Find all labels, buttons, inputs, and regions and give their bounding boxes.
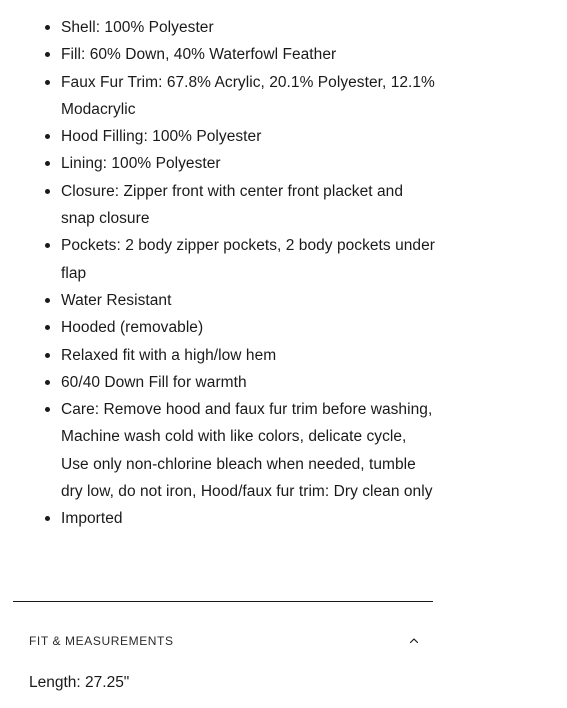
list-item: [61, 178, 440, 233]
list-item-text: Shell: 100% Polyester: [61, 19, 214, 36]
bullet-icon: [45, 134, 50, 139]
list-item-text: Hooded (removable): [61, 319, 204, 337]
list-item: [61, 150, 440, 177]
list-item: [61, 123, 440, 150]
list-item: [61, 287, 440, 314]
bullet-icon: [45, 52, 50, 57]
bullet-icon: [45, 353, 50, 358]
bullet-icon: [45, 380, 50, 385]
list-item: [61, 505, 440, 532]
bullet-icon: [45, 407, 50, 412]
list-item-text: Fill: 60% Down, 40% Waterfowl Feather: [61, 46, 337, 64]
list-item-text: Closure: Zipper front with center front placket and snap closure: [61, 182, 403, 228]
product-details-list: [0, 14, 440, 533]
bullet-icon: [45, 25, 50, 30]
list-item-text: Water Resistant: [61, 291, 172, 309]
list-item-text: Lining: 100% Polyester: [61, 155, 221, 173]
list-item-text: Pockets: 2 body zipper pockets, 2 body pockets under flap: [61, 237, 435, 282]
list-item-text: Imported: [61, 510, 123, 528]
list-item: [61, 41, 440, 68]
list-item-text: Relaxed fit with a high/low hem: [61, 346, 277, 364]
fit-measurements-title: FIT & MEASUREMENTS: [29, 634, 174, 648]
length-measurement: Length: 27.25": [29, 674, 130, 691]
list-item: [61, 232, 440, 287]
bullet-icon: [45, 298, 50, 303]
list-item: [61, 396, 440, 505]
chevron-up-icon[interactable]: [409, 636, 419, 646]
bullet-icon: [45, 516, 50, 521]
bullet-icon: [45, 243, 50, 248]
list-item: [61, 342, 440, 369]
section-divider: [13, 601, 433, 602]
bullet-icon: [45, 325, 50, 330]
list-item: [61, 369, 440, 396]
list-item-text: Faux Fur Trim: 67.8% Acrylic, 20.1% Polyester, 12.1% Modacrylic: [61, 73, 435, 118]
list-item: [61, 69, 440, 124]
list-item-text: Hood Filling: 100% Polyester: [61, 128, 262, 146]
fit-measurements-accordion-toggle[interactable]: [13, 626, 433, 656]
bullet-icon: [45, 80, 50, 85]
list-item-text: 60/40 Down Fill for warmth: [61, 373, 247, 391]
list-item-text: Care: Remove hood and faux fur trim before washing, Machine wash cold with like colors, delicate cycle, Use only non-chlorine bleach when needed, tumble dry low, do not iron, Hood/faux fur trim: Dry clean only: [61, 401, 433, 501]
list-item: [61, 314, 440, 341]
bullet-icon: [45, 189, 50, 194]
bullet-icon: [45, 161, 50, 166]
list-item: [61, 14, 440, 41]
